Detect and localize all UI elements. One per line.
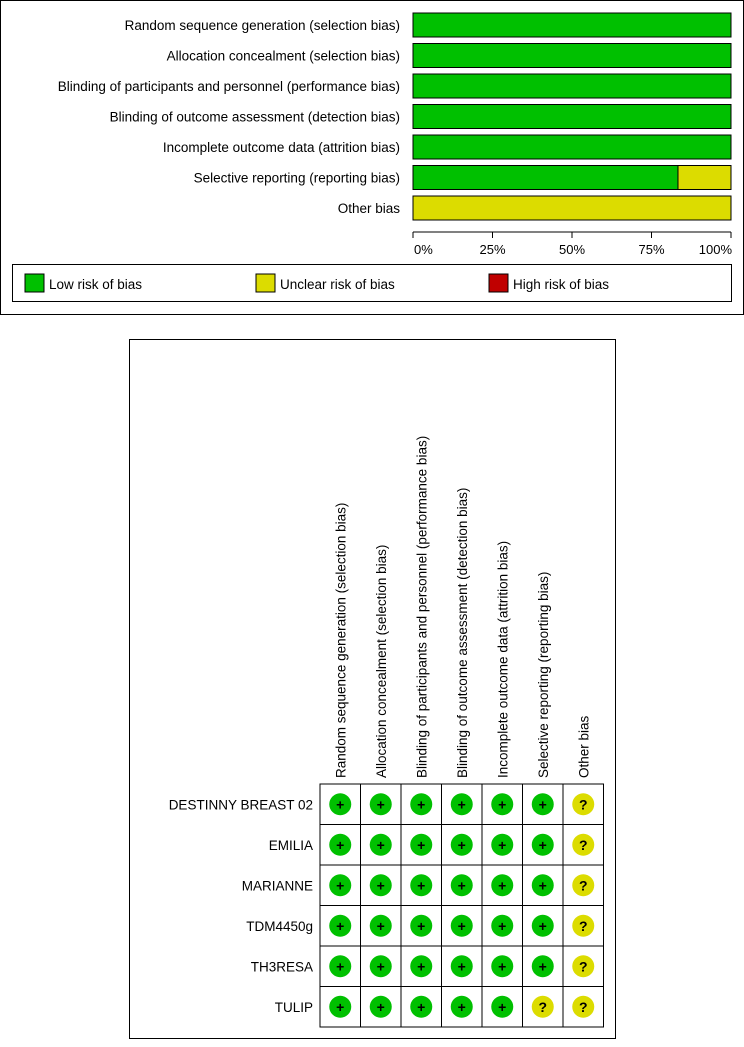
x-axis-tick-label: 25% (479, 242, 506, 257)
judgement-symbol: + (417, 998, 426, 1015)
x-axis-tick-label: 0% (414, 242, 433, 257)
bar-category-label: Random sequence generation (selection bias) (124, 18, 400, 33)
bar-category-label: Blinding of outcome assessment (detection bias) (109, 109, 400, 125)
judgement-symbol: + (376, 877, 385, 894)
judgement-symbol: + (538, 877, 547, 894)
study-label: TH3RESA (250, 959, 313, 975)
judgement-symbol: + (376, 796, 385, 813)
judgement-symbol: + (538, 917, 547, 934)
judgement-symbol: + (498, 998, 507, 1015)
judgement-symbol: ? (578, 877, 588, 894)
judgement-symbol: + (336, 836, 345, 853)
bar-category-label: Blinding of participants and personnel (performance bias) (57, 79, 400, 94)
judgement-symbol: + (417, 836, 426, 853)
judgement-symbol: + (336, 796, 345, 813)
legend-label: High risk of bias (513, 277, 610, 292)
judgement-symbol: + (336, 877, 345, 894)
judgement-symbol: + (376, 917, 385, 934)
x-axis-tick-label: 100% (698, 242, 732, 257)
judgement-symbol: + (538, 836, 547, 853)
column-header: Random sequence generation (selection bias) (333, 502, 349, 778)
judgement-symbol: + (457, 917, 466, 934)
legend-label: Low risk of bias (49, 277, 143, 292)
judgement-symbol: + (376, 998, 385, 1015)
judgement-symbol: + (498, 917, 507, 934)
judgement-symbol: + (376, 836, 385, 853)
judgement-symbol: + (457, 877, 466, 894)
bar-category-label: Other bias (337, 201, 400, 216)
legend-label: Unclear risk of bias (280, 277, 395, 292)
study-label: MARIANNE (241, 878, 313, 894)
judgement-symbol: + (336, 998, 345, 1015)
column-header: Selective reporting (reporting bias) (535, 571, 551, 778)
column-header: Incomplete outcome data (attrition bias) (495, 540, 511, 778)
judgement-symbol: + (417, 796, 426, 813)
bar-category-label: Selective reporting (reporting bias) (193, 170, 400, 186)
judgement-symbol: ? (578, 998, 588, 1015)
bar-category-label: Incomplete outcome data (attrition bias) (162, 140, 400, 155)
judgement-symbol: + (336, 917, 345, 934)
column-header: Other bias (576, 715, 592, 778)
judgement-symbol: + (376, 958, 385, 975)
study-label: DESTINNY BREAST 02 (168, 797, 313, 813)
study-label: TDM4450g (246, 918, 313, 934)
judgement-symbol: + (498, 958, 507, 975)
judgement-symbol: + (498, 796, 507, 813)
judgement-symbol: + (498, 877, 507, 894)
judgement-symbol: ? (578, 836, 588, 853)
judgement-symbol: ? (578, 917, 588, 934)
column-header: Allocation concealment (selection bias) (373, 544, 389, 778)
judgement-symbol: + (417, 917, 426, 934)
x-axis-tick-label: 50% (558, 242, 586, 257)
judgement-symbol: + (417, 958, 426, 975)
judgement-symbol: ? (578, 958, 588, 975)
judgement-symbol: + (457, 998, 466, 1015)
judgement-symbol: + (538, 796, 547, 813)
judgement-symbol: + (457, 796, 466, 813)
judgement-symbol: + (457, 836, 466, 853)
x-axis-tick-label: 75% (638, 242, 665, 257)
column-header: Blinding of outcome assessment (detection bias) (454, 487, 470, 778)
study-label: TULIP (274, 999, 313, 1015)
judgement-symbol: ? (578, 796, 588, 813)
judgement-symbol: ? (538, 998, 548, 1015)
judgement-symbol: + (336, 958, 345, 975)
bar-category-label: Allocation concealment (selection bias) (166, 48, 400, 64)
judgement-symbol: + (417, 877, 426, 894)
study-label: EMILIA (268, 837, 313, 853)
judgement-symbol: + (498, 836, 507, 853)
column-header: Blinding of participants and personnel (performance bias) (414, 435, 430, 778)
judgement-symbol: + (457, 958, 466, 975)
judgement-symbol: + (538, 958, 547, 975)
